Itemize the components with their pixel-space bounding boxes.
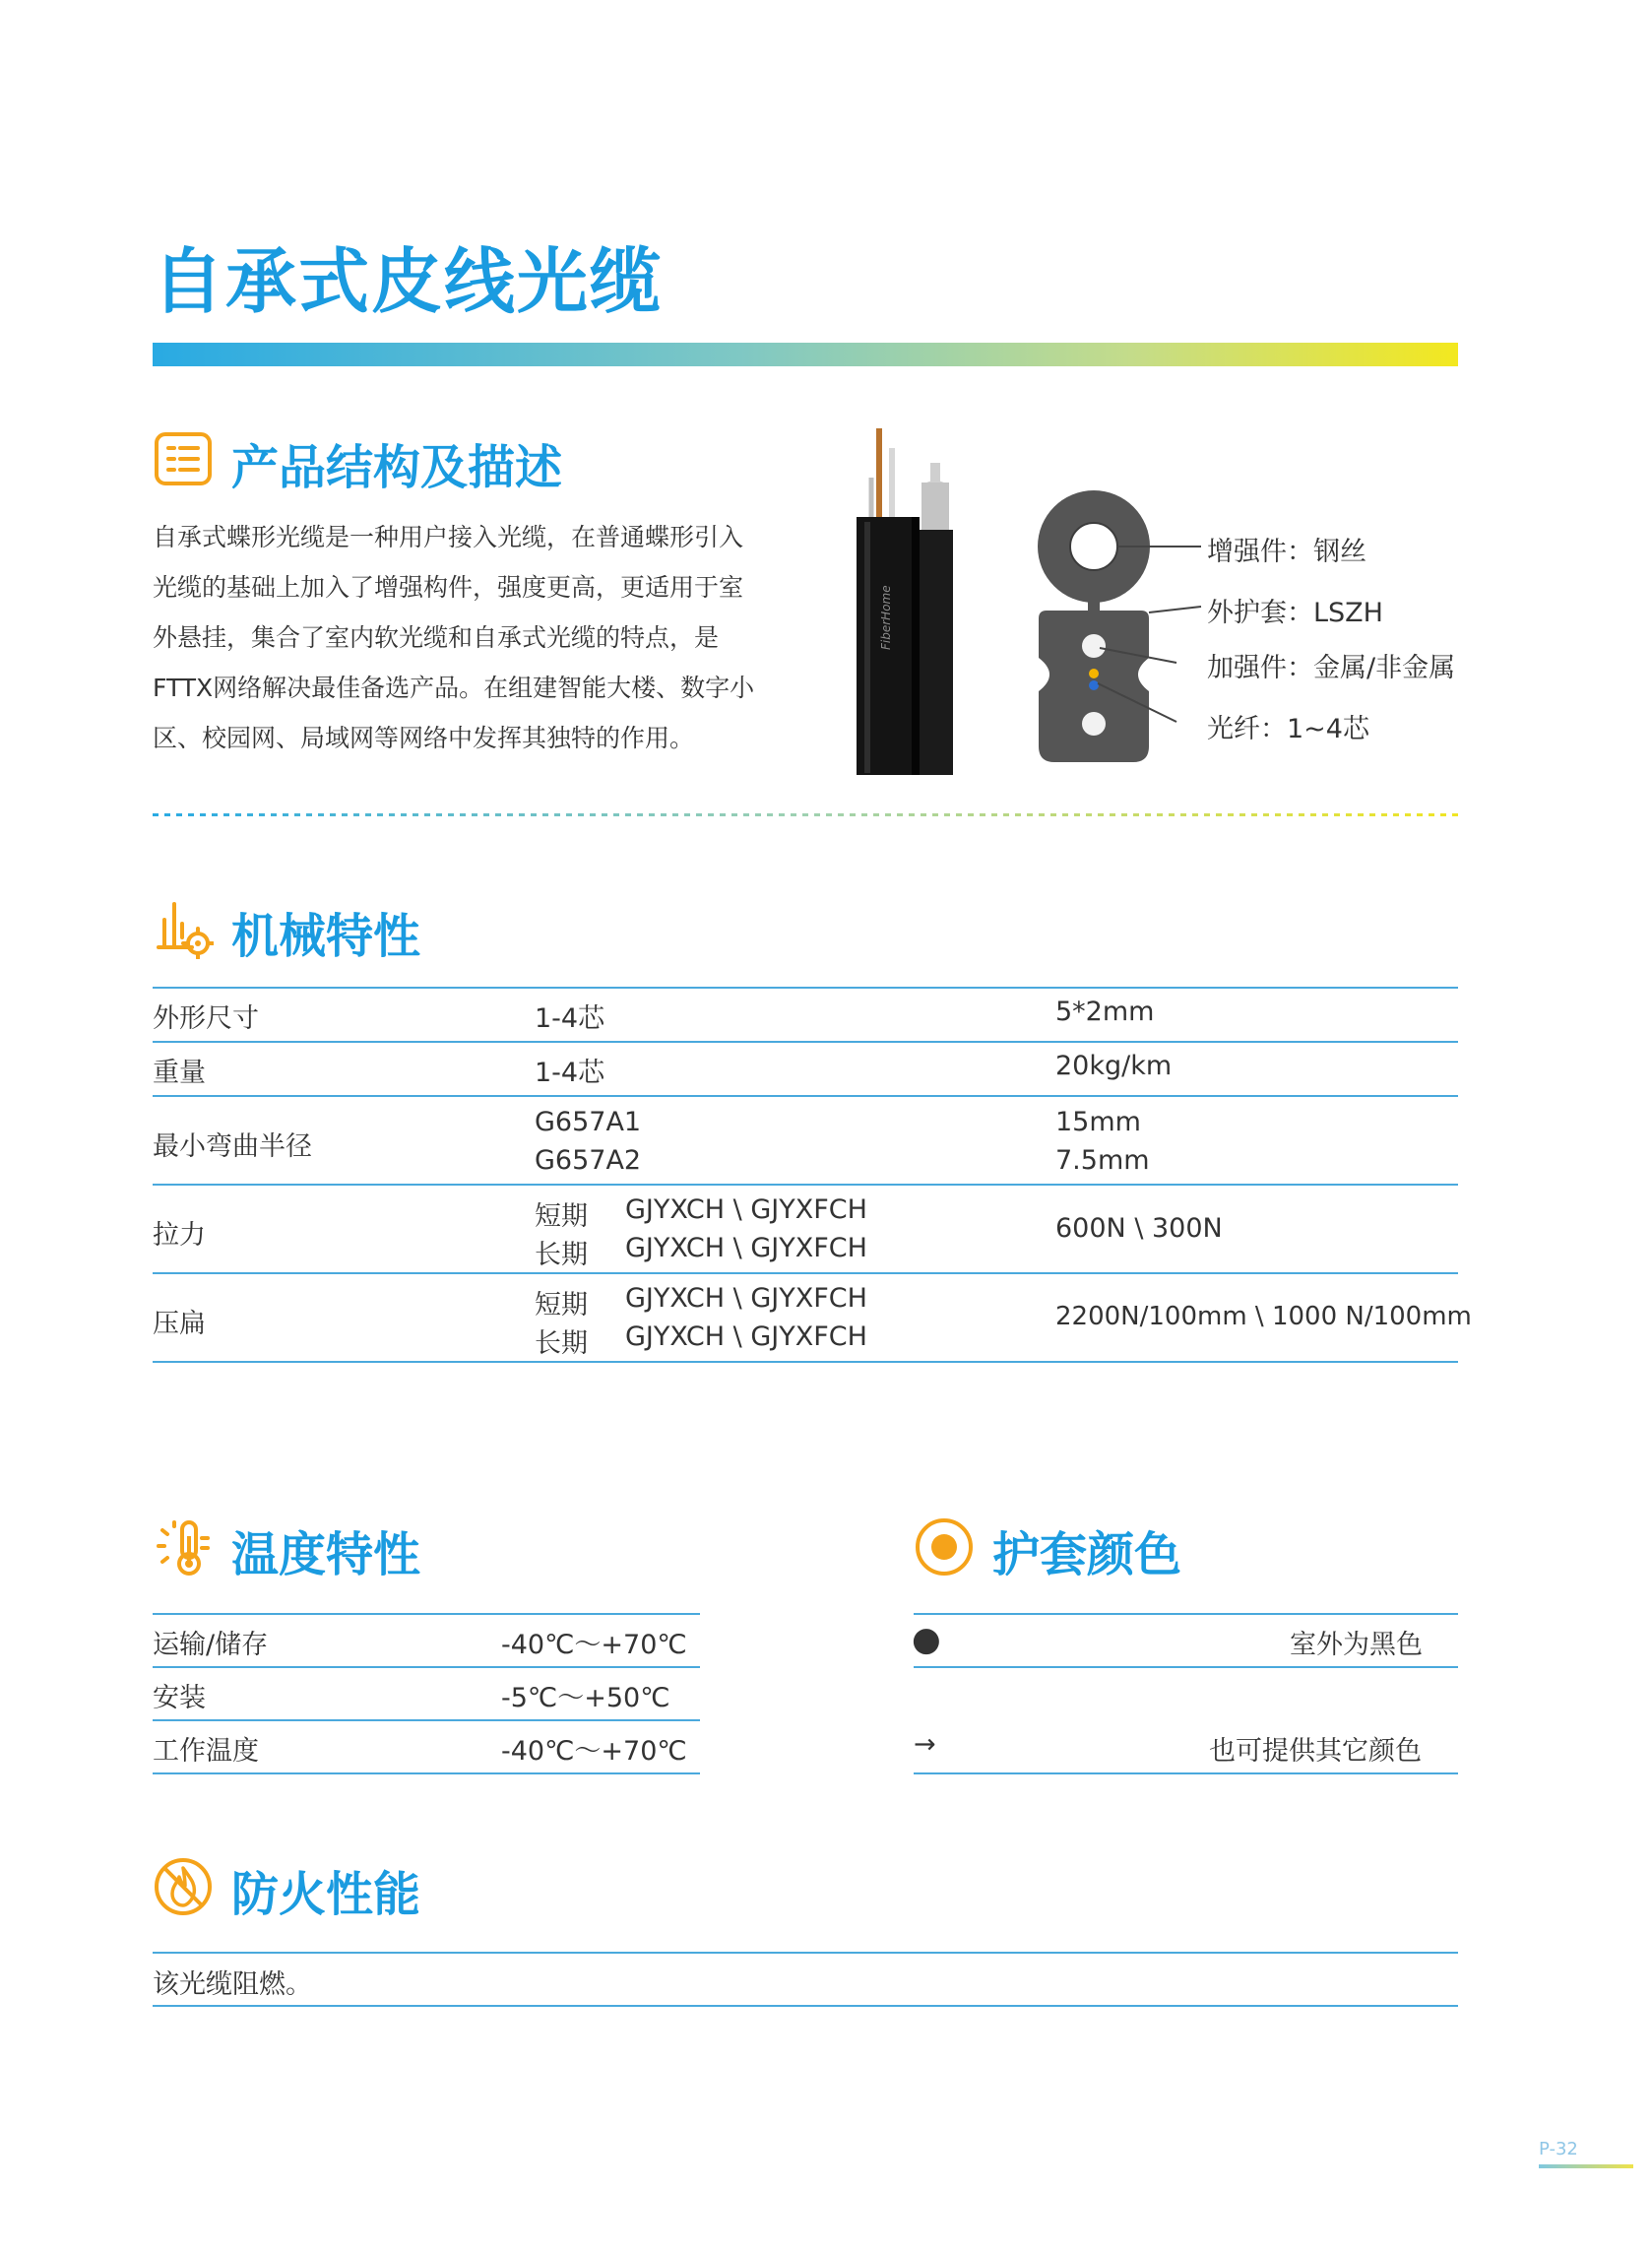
mech-spec: 1-4芯	[535, 1003, 605, 1034]
table-rule	[153, 1095, 1458, 1097]
black-dot-bullet: ●	[912, 1620, 941, 1659]
cable-brand-print: FiberHome	[879, 585, 893, 650]
temp-label: 工作温度	[153, 1736, 259, 1767]
page-number-underline	[1539, 2164, 1633, 2168]
temp-value: -40℃～+70℃	[501, 1736, 687, 1767]
temp-label: 安装	[153, 1683, 206, 1713]
table-rule	[153, 1361, 1458, 1363]
thermometer-icon	[153, 1516, 214, 1578]
table-rule	[153, 987, 1458, 989]
mech-label: 最小弯曲半径	[153, 1131, 312, 1162]
mech-term: 短期	[535, 1290, 588, 1320]
section-title-mechanical: 机械特性	[231, 909, 421, 964]
section-title-product: 产品结构及描述	[231, 440, 563, 495]
mech-label: 拉力	[153, 1220, 206, 1251]
mech-type: GJYXCH \ GJYXFCH	[625, 1283, 867, 1314]
mech-value: 2200N/100mm \ 1000 N/100mm	[1055, 1302, 1472, 1331]
mech-term: 短期	[535, 1201, 588, 1232]
label-steel-wire: 增强件：钢丝	[1207, 537, 1366, 567]
fire-text: 该光缆阻燃。	[153, 1969, 312, 2000]
mech-label: 重量	[153, 1058, 206, 1088]
mech-value: 15mm	[1055, 1107, 1141, 1137]
section-divider	[153, 813, 1458, 816]
mech-type: GJYXCH \ GJYXFCH	[625, 1194, 867, 1225]
mech-spec: G657A2	[535, 1145, 642, 1176]
arrow-right-icon: →	[914, 1729, 936, 1760]
temp-label: 运输/储存	[153, 1630, 269, 1660]
mech-term: 长期	[535, 1240, 588, 1270]
section-title-temperature: 温度特性	[231, 1527, 421, 1582]
title-gradient-bar	[153, 343, 1458, 366]
table-rule	[153, 1666, 700, 1668]
label-outer-jacket: 外护套：LSZH	[1207, 598, 1383, 628]
jacket-color-text: 也可提供其它颜色	[1209, 1736, 1422, 1767]
mech-type: GJYXCH \ GJYXFCH	[625, 1233, 867, 1263]
table-rule	[153, 1041, 1458, 1043]
mech-spec: G657A1	[535, 1107, 642, 1137]
table-rule	[914, 1613, 1458, 1615]
jacket-color-text: 室外为黑色	[1290, 1630, 1423, 1660]
table-rule	[153, 1184, 1458, 1186]
table-rule	[153, 1613, 700, 1615]
section-title-jacket-color: 护套颜色	[992, 1527, 1182, 1582]
mech-term: 长期	[535, 1328, 588, 1359]
temp-value: -40℃～+70℃	[501, 1630, 687, 1660]
mech-value: 20kg/km	[1055, 1051, 1173, 1081]
table-rule	[914, 1666, 1458, 1668]
table-rule	[153, 1772, 700, 1774]
mech-value: 5*2mm	[1055, 997, 1155, 1027]
mech-spec: 1-4芯	[535, 1058, 605, 1088]
page-number: P-32	[1539, 2139, 1578, 2159]
mech-value: 600N \ 300N	[1055, 1213, 1223, 1244]
cable-cross-section-diagram	[1029, 483, 1226, 778]
table-rule	[914, 1772, 1458, 1774]
page-title: 自承式皮线光缆	[153, 240, 664, 323]
mech-value: 7.5mm	[1055, 1145, 1150, 1176]
product-description: 自承式蝶形光缆是一种用户接入光缆，在普通蝶形引入光缆的基础上加入了增强构件，强度更高，更适用于室外悬挂，集合了室内软光缆和自承式光缆的特点，是 FTTX网络解决最佳备选产品。在组建智能大楼、数字小区、校园网、局域网等网络中发挥其独特的作用。	[153, 523, 755, 752]
list-document-icon	[153, 428, 214, 489]
label-strength-member: 加强件：金属/非金属	[1207, 653, 1456, 683]
label-fiber: 光纤：1~4芯	[1207, 714, 1369, 744]
table-rule	[153, 1719, 700, 1721]
mech-label: 外形尺寸	[153, 1003, 259, 1034]
temp-value: -5℃～+50℃	[501, 1683, 670, 1713]
cable-photo	[847, 423, 965, 778]
section-title-fire: 防火性能	[231, 1867, 421, 1922]
mech-type: GJYXCH \ GJYXFCH	[625, 1321, 867, 1352]
mechanical-gear-icon	[153, 898, 214, 959]
table-rule	[153, 1272, 1458, 1274]
mech-label: 压扁	[153, 1309, 206, 1339]
color-target-icon	[914, 1516, 975, 1578]
table-rule	[153, 2005, 1458, 2007]
table-rule	[153, 1952, 1458, 1954]
flame-icon	[153, 1856, 214, 1917]
